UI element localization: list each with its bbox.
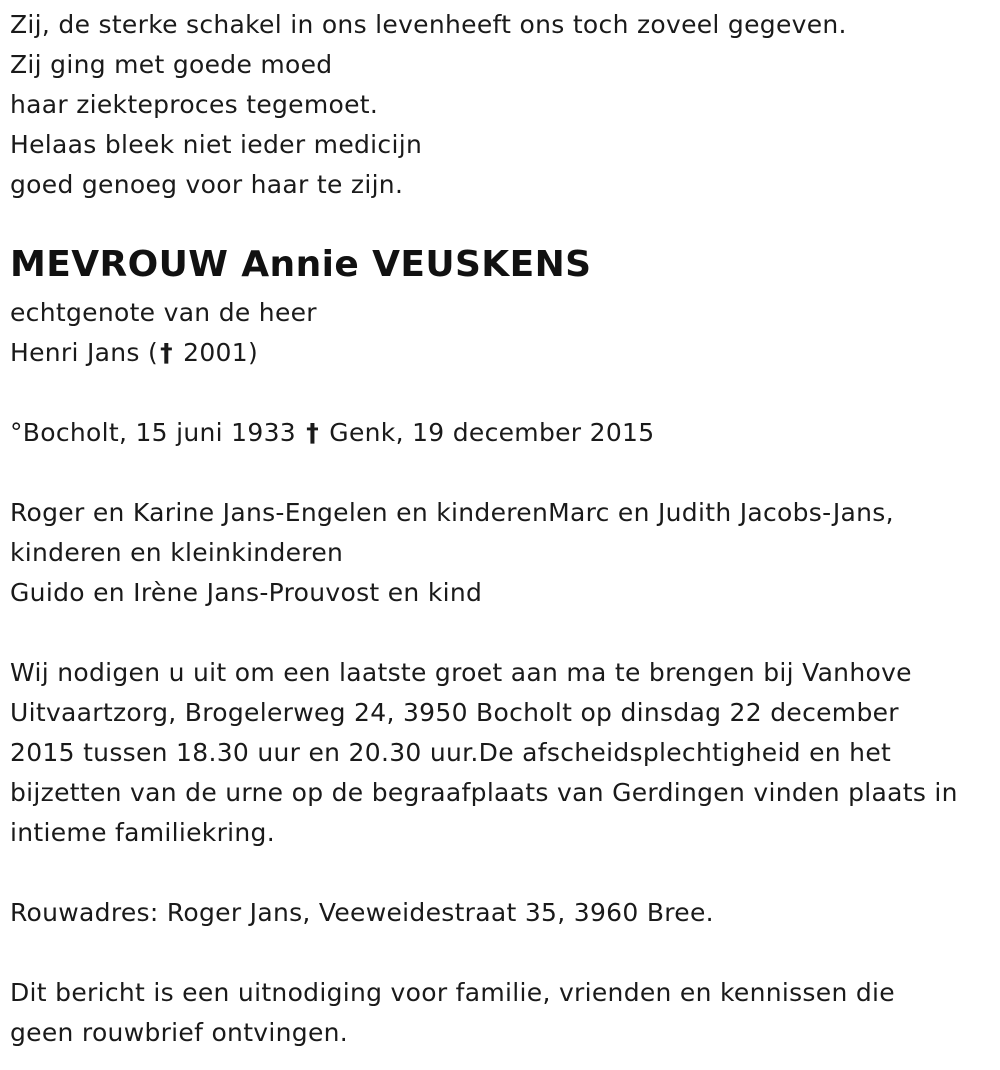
family-line: Roger en Karine Jans-Engelen en kinderenMarc en Judith Jacobs-Jans,: [10, 498, 894, 527]
spouse-name-line: [10, 333, 995, 373]
poem: [10, 5, 995, 205]
notice-line: Dit bericht is een uitnodiging voor familie, vrienden en kennissen die: [10, 978, 895, 1007]
spacer: [10, 613, 995, 653]
invitation-line: 2015 tussen 18.30 uur en 20.30 uur.De afscheidsplechtigheid en het: [10, 738, 892, 767]
family-line: Guido en Irène Jans-Prouvost en kind: [10, 578, 483, 607]
invitation-line: bijzetten van de urne op de begraafplaats van Gerdingen vinden plaats in: [10, 778, 958, 807]
invitation-line: Uitvaartzorg, Brogelerweg 24, 3950 Bocholt op dinsdag 22 december: [10, 698, 899, 727]
obituary-document: [10, 0, 995, 1053]
cross-icon: †: [306, 418, 320, 447]
poem-line: goed genoeg voor haar te zijn.: [10, 170, 404, 199]
cross-icon: †: [160, 338, 173, 367]
spacer: [10, 933, 995, 973]
notice-line: geen rouwbrief ontvingen.: [10, 1018, 349, 1047]
birth-death-line: [10, 413, 995, 453]
mourning-address: Rouwadres: Roger Jans, Veeweidestraat 35, 3960 Bree.: [10, 898, 714, 927]
death-info: Genk, 19 december 2015: [329, 418, 655, 447]
invitation-line: intieme familiekring.: [10, 818, 275, 847]
family-section: [10, 493, 995, 613]
invitation-line: Wij nodigen u uit om een laatste groet aan ma te brengen bij Vanhove: [10, 658, 912, 687]
poem-line: Helaas bleek niet ieder medicijn: [10, 130, 423, 159]
deceased-name: MEVROUW Annie VEUSKENS: [10, 244, 592, 285]
poem-line: Zij ging met goede moed: [10, 50, 333, 79]
family-line: kinderen en kleinkinderen: [10, 538, 344, 567]
notice-section: [10, 973, 995, 1053]
birth-info: °Bocholt, 15 juni 1933: [10, 418, 296, 447]
spacer: [10, 853, 995, 893]
spacer: [10, 453, 995, 493]
spouse-death-year: 2001): [174, 338, 258, 367]
spouse-line: echtgenote van de heer: [10, 298, 317, 327]
invitation-section: [10, 653, 995, 853]
spacer: [10, 373, 995, 413]
spouse-name: Henri Jans (: [10, 338, 159, 367]
poem-line: haar ziekteproces tegemoet.: [10, 90, 379, 119]
poem-line: Zij, de sterke schakel in ons levenheeft ons toch zoveel gegeven.: [10, 10, 847, 39]
